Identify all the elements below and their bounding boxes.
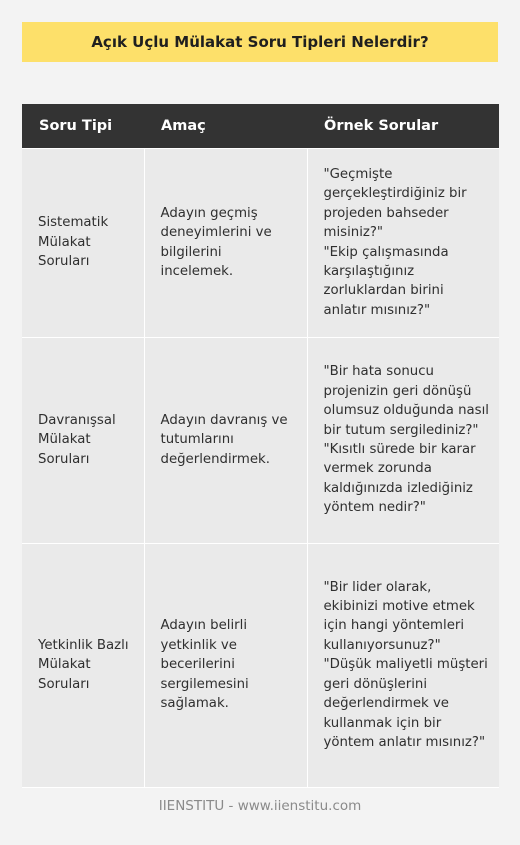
table-row	[22, 148, 499, 337]
cell-purpose: Adayın davranış ve tutumlarını değerlendirmek.	[144, 337, 307, 543]
cell-purpose: Adayın belirli yetkinlik ve becerilerini sergilemesini sağlamak.	[144, 543, 307, 787]
table-row	[22, 543, 499, 787]
footer-credit: IIENSTITU - www.iienstitu.com	[158, 798, 362, 814]
example-question: "Bir lider olarak, ekibinizi motive etmek için hangi yöntemleri kullanıyorsunuz?"	[323, 579, 475, 653]
example-question: "Ekip çalışmasında karşılaştığınız zorluklardan birini anlatır mısınız?"	[323, 244, 449, 318]
table-header-row	[22, 104, 499, 148]
example-question: "Geçmişte gerçekleştirdiğiniz bir projeden bahseder misiniz?"	[323, 166, 467, 241]
example-question: "Kısıtlı sürede bir karar vermek zorunda kaldığınızda izlediğiniz yöntem nedir?"	[323, 442, 476, 516]
example-question: "Bir hata sonucu projenizin geri dönüşü olumsuz olduğunda nasıl bir tutum sergilediniz?"	[323, 364, 489, 438]
cell-purpose: Adayın geçmiş deneyimlerini ve bilgilerini incelemek.	[144, 148, 307, 337]
cell-examples	[307, 543, 499, 787]
header-ornek-sorular: Örnek Sorular	[307, 104, 499, 148]
example-question: "Düşük maliyetli müşteri geri dönüşlerini değerlendirmek ve kullanmak için bir yöntem anlatır mısınız?"	[323, 657, 488, 750]
cell-question-type: Davranışsal Mülakat Soruları	[22, 337, 144, 543]
header-amac: Amaç	[144, 104, 307, 148]
question-types-table	[22, 104, 499, 788]
page-title: Açık Uçlu Mülakat Soru Tipleri Nelerdir?	[22, 22, 498, 62]
table-row	[22, 337, 499, 543]
cell-examples	[307, 148, 499, 337]
cell-question-type: Sistematik Mülakat Soruları	[22, 148, 144, 337]
header-soru-tipi: Soru Tipi	[22, 104, 144, 148]
cell-question-type: Yetkinlik Bazlı Mülakat Soruları	[22, 543, 144, 787]
cell-examples	[307, 337, 499, 543]
